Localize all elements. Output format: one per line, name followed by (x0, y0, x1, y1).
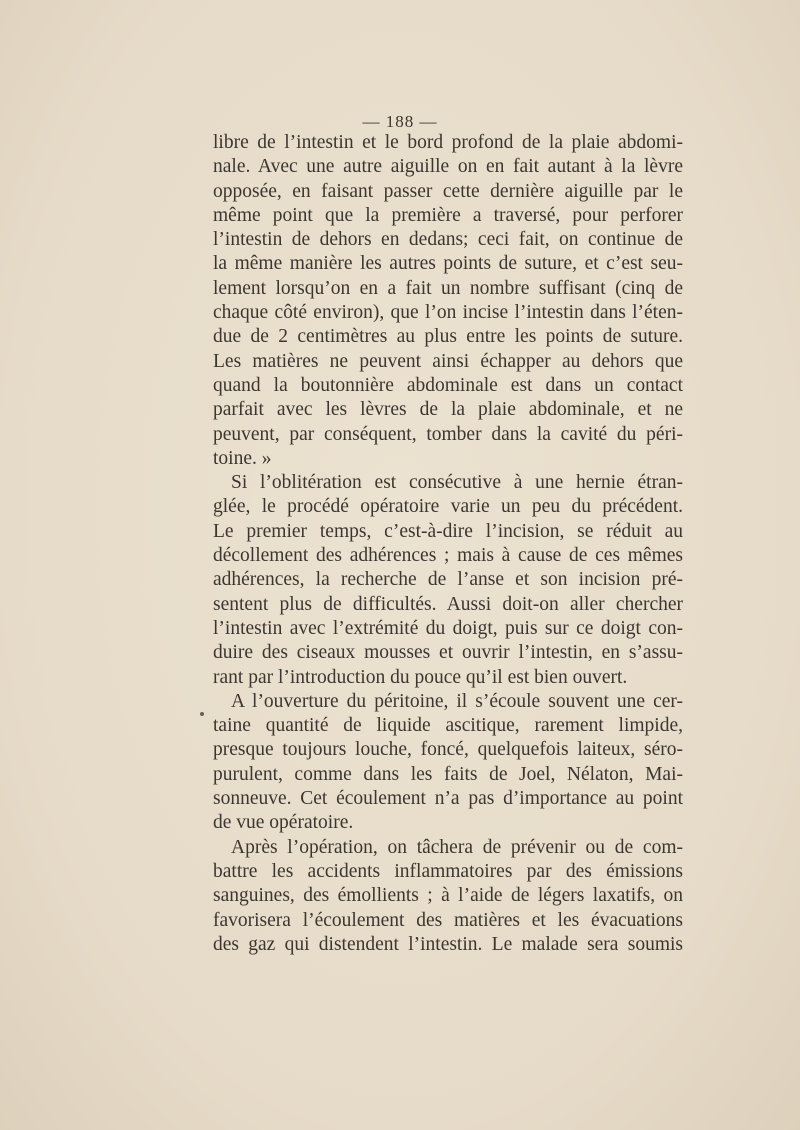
text-line: Le premier temps, c’est-à-dire l’incision, se réduit au (213, 520, 683, 542)
text-line: A l’ouverture du péritoine, il s’écoule souvent une cer- (231, 690, 683, 712)
text-line: Les matières ne peuvent ainsi échapper au dehors que (213, 350, 683, 372)
text-line: libre de l’intestin et le bord profond de la plaie abdomi- (213, 132, 683, 153)
body-text (213, 131, 683, 957)
text-line: parfait avec les lèvres de la plaie abdominale, et ne (213, 399, 683, 421)
text-line: des gaz qui distendent l’intestin. Le malade sera soumis (213, 933, 683, 955)
text-line: sentent plus de difficultés. Aussi doit-on aller chercher (213, 593, 683, 615)
text-line: Après l’opération, on tâchera de prévenir ou de com- (231, 836, 683, 858)
ink-speck (200, 712, 204, 716)
text-line: décollement des adhérences ; mais à cause de ces mêmes (213, 545, 683, 567)
text-line: taine quantité de liquide ascitique, rarement limpide, (213, 715, 683, 737)
text-line: battre les accidents inflammatoires par des émissions (213, 860, 683, 882)
text-line: favorisera l’écoulement des matières et les évacuations (213, 909, 683, 931)
text-line: de vue opératoire. (213, 812, 354, 834)
text-line: quand la boutonnière abdominale est dans un contact (213, 374, 683, 396)
text-line: même point que la première a traversé, pour perforer (213, 204, 683, 226)
text-line: adhérences, la recherche de l’anse et son incision pré- (213, 569, 683, 591)
text-line: la même manière les autres points de suture, et c’est seu- (213, 253, 683, 275)
text-line: presque toujours louche, foncé, quelquefois laiteux, séro- (213, 739, 683, 761)
text-line: purulent, comme dans les faits de Joel, Nélaton, Mai- (213, 763, 683, 785)
text-line: chaque côté environ), que l’on incise l’intestin dans l’éten- (213, 302, 683, 324)
text-line: toine. » (213, 447, 272, 469)
text-line: duire des ciseaux mousses et ouvrir l’intestin, en s’assu- (213, 642, 683, 664)
text-line: nale. Avec une autre aiguille on en fait autant à la lèvre (213, 156, 683, 178)
text-line: lement lorsqu’on en a fait un nombre suffisant (cinq de (213, 277, 683, 299)
text-line: opposée, en faisant passer cette dernière aiguille par le (213, 180, 683, 202)
text-line: sonneuve. Cet écoulement n’a pas d’importance au point (213, 788, 683, 810)
page-number: — 188 — (362, 112, 438, 131)
text-line: Si l’oblitération est consécutive à une hernie étran- (231, 472, 683, 494)
text-line: rant par l’introduction du pouce qu’il est bien ouvert. (213, 666, 628, 688)
text-line: peuvent, par conséquent, tomber dans la cavité du péri- (213, 423, 683, 445)
text-line: glée, le procédé opératoire varie un peu du précédent. (213, 496, 683, 518)
text-line: due de 2 centimètres au plus entre les points de suture. (213, 326, 683, 348)
text-line: sanguines, des émollients ; à l’aide de légers laxatifs, on (213, 885, 683, 907)
text-line: l’intestin de dehors en dedans; ceci fait, on continue de (213, 229, 683, 251)
text-line: l’intestin avec l’extrémité du doigt, puis sur ce doigt con- (213, 617, 683, 639)
